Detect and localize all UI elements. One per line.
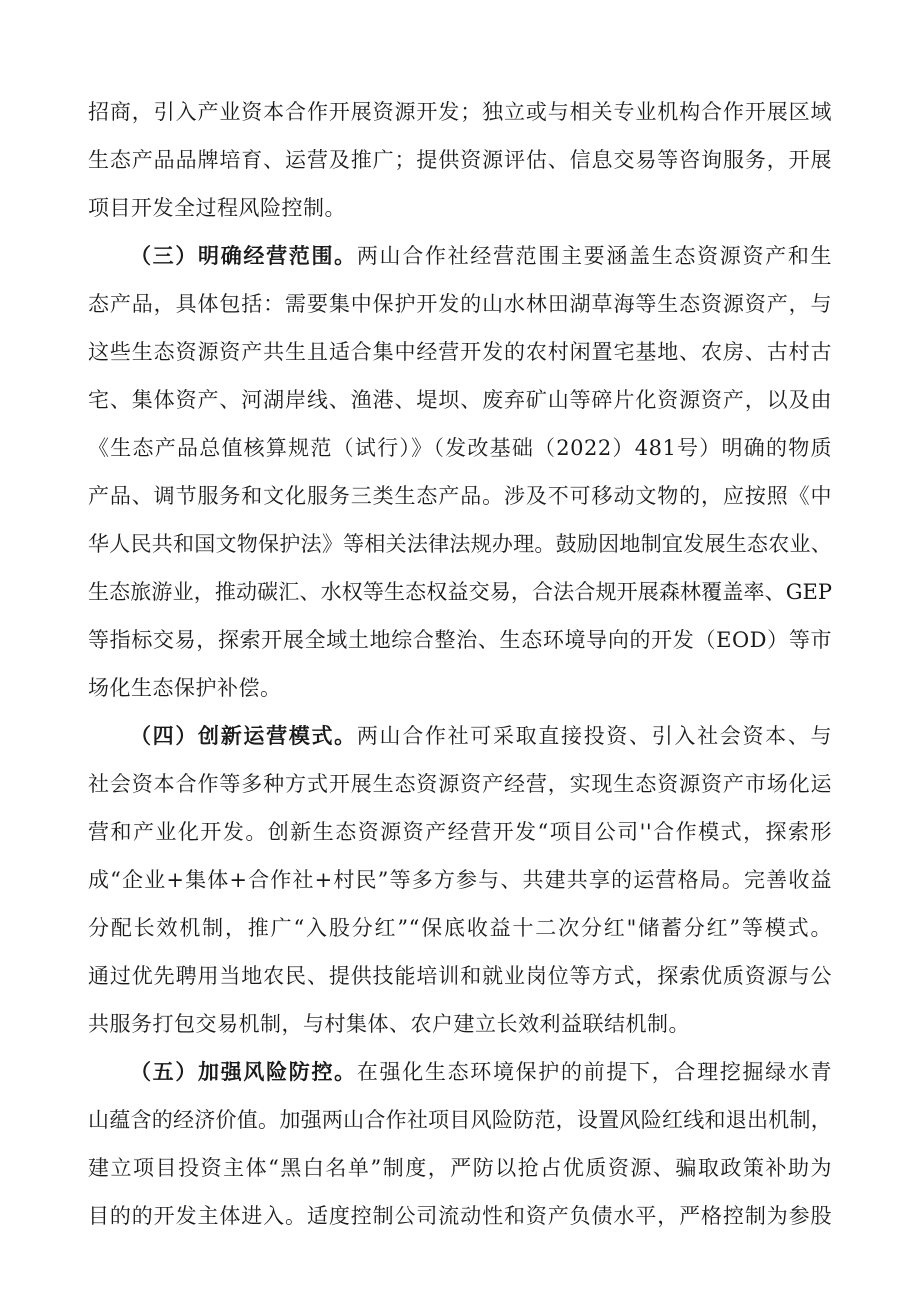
text-line: 目的的开发主体进入。适度控制公司流动性和资产负债水平，严格控制为参股 [88, 1204, 832, 1228]
text-line: 态产品，具体包括：需要集中保护开发的山水林田湖草海等生态资源资产，与 [88, 292, 832, 316]
text-span: 两山合作社可采取直接投资、引入社会资本、与 [356, 724, 833, 748]
text-line: 《生态产品总值核算规范（试行）》（发改基础（2022）481号）明确的物质 [88, 436, 832, 460]
text-line: 通过优先聘用当地农民、提供技能培训和就业岗位等方式，探索优质资源与公 [88, 964, 832, 988]
text-line: 场化生态保护补偿。 [88, 676, 282, 700]
text-span: 两山合作社经营范围主要涵盖生态资源资产和生 [356, 244, 833, 268]
text-line: 招商，引入产业资本合作开展资源开发；独立或与相关专业机构合作开展区域 [88, 100, 832, 124]
text-line: 华人民共和国文物保护法》等相关法律法规办理。鼓励因地制宜发展生态农业、 [88, 532, 832, 556]
text-line: 营和产业化开发。创新生态资源资产经营开发“项目公司''合作模式，探索形 [88, 820, 832, 844]
text-line: 山蕴含的经济价值。加强两山合作社项目风险防范，设置风险红线和退出机制， [88, 1108, 832, 1132]
section-heading-line [130, 1052, 832, 1092]
section-heading-line [130, 716, 832, 756]
section-heading: （五）加强风险防控。 [130, 1060, 357, 1084]
text-line: 生态旅游业，推动碳汇、水权等生态权益交易，合法合规开展森林覆盖率、GEP [88, 580, 832, 604]
section-heading: （四）创新运营模式。 [130, 724, 357, 748]
text-line: 项目开发全过程风险控制。 [88, 196, 346, 220]
text-span: 在强化生态环境保护的前提下，合理挖掘绿水青 [356, 1060, 833, 1084]
text-line: 建立项目投资主体“黑白名单”制度，严防以抢占优质资源、骗取政策补助为 [88, 1156, 832, 1180]
text-line: 成“企业+集体+合作社+村民”等多方参与、共建共享的运营格局。完善收益 [88, 868, 832, 892]
text-line: 分配长效机制，推广“入股分红”“保底收益十二次分红"储蓄分红”等模式。 [88, 916, 832, 940]
text-line: 社会资本合作等多种方式开展生态资源资产经营，实现生态资源资产市场化运 [88, 772, 832, 796]
section-heading: （三）明确经营范围。 [130, 244, 357, 268]
text-line: 等指标交易，探索开展全域土地综合整治、生态环境导向的开发（EOD）等市 [88, 628, 832, 652]
text-line: 这些生态资源资产共生且适合集中经营开发的农村闲置宅基地、农房、古村古 [88, 340, 832, 364]
text-line: 生态产品品牌培育、运营及推广；提供资源评估、信息交易等咨询服务，开展 [88, 148, 832, 172]
text-line: 产品、调节服务和文化服务三类生态产品。涉及不可移动文物的，应按照《中 [88, 484, 832, 508]
section-heading-line [130, 236, 832, 276]
text-line: 宅、集体资产、河湖岸线、渔港、堤坝、废弃矿山等碎片化资源资产，以及由 [88, 388, 832, 412]
text-line: 共服务打包交易机制，与村集体、农户建立长效利益联结机制。 [88, 1012, 690, 1036]
